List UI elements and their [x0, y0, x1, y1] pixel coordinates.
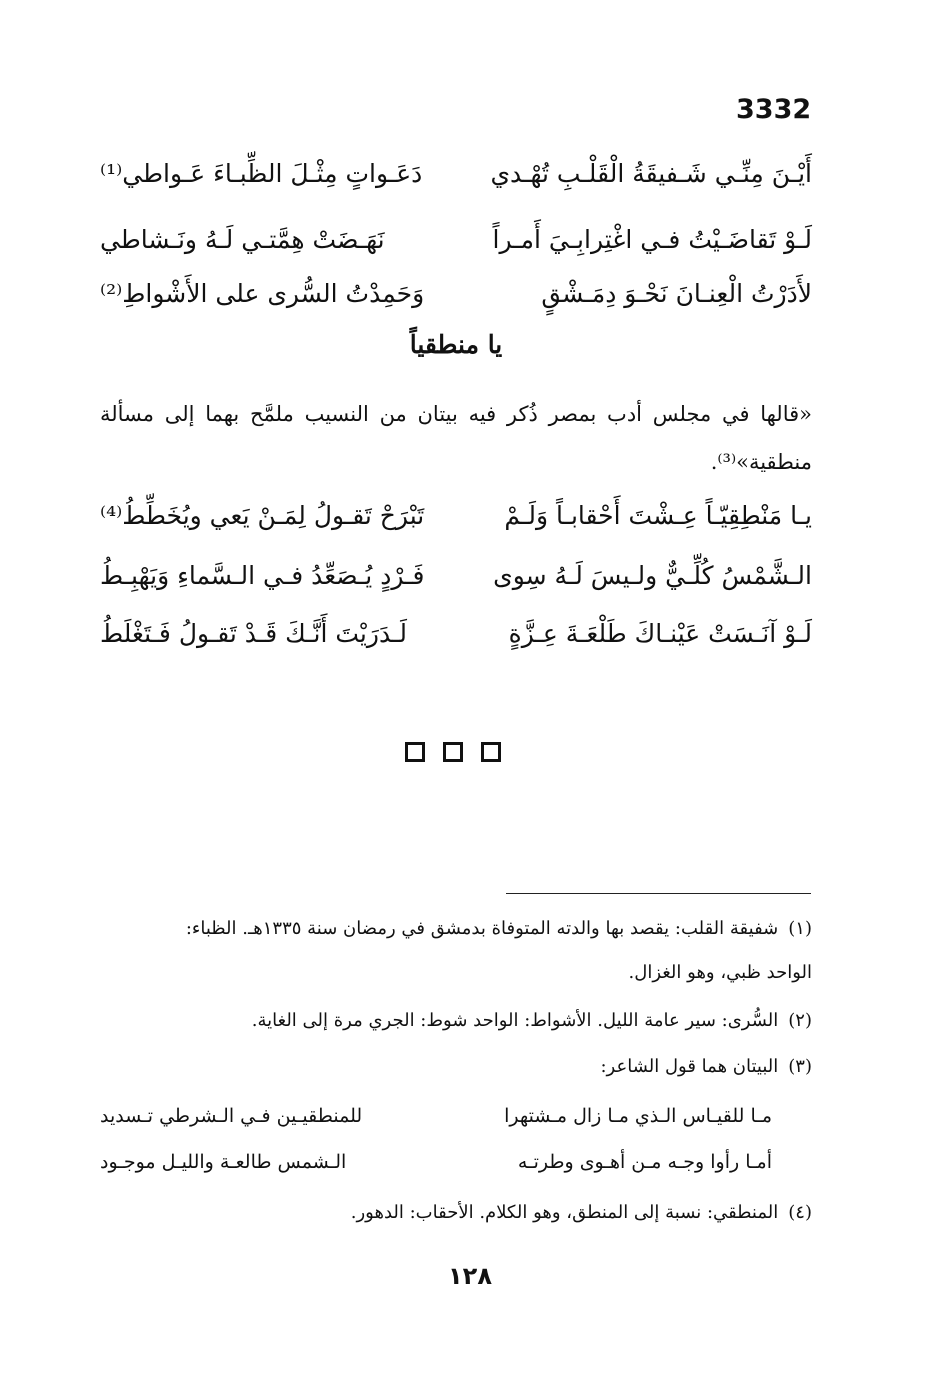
footnote-1: [100, 908, 812, 950]
second-hemistich: لَـدَرَيْتَ أَنَّـكَ قَـدْ تَقـولُ فَـتَغْلَطُ: [100, 619, 408, 648]
second-hemistich: تَبْرَحْ تَقـولُ لِمَـنْ يَعي ويُخَطِّطُ⁽⁴⁾: [100, 501, 425, 530]
section-title: يا منطقياً: [409, 330, 503, 359]
footnote-2: [100, 1000, 812, 1042]
first-hemistich: الـشَّمْسُ كُلِّـيٌّ ولـيسَ لَـهُ سِوى: [493, 561, 812, 590]
verse-line: [100, 146, 812, 202]
footnote-text: السُّرى: سير عامة الليل. الأشواط: الواحد شوط: الجري مرة إلى الغاية.: [251, 1010, 779, 1031]
first-hemistich: يـا مَنْطِقِيّـاً عِـشْتَ أَحْقابـاً وَلَـمْ: [504, 501, 812, 530]
footnote-1-continuation: الواحد ظبي، وهو الغزال.: [628, 962, 812, 983]
footnote-number: (١): [788, 918, 812, 939]
intro-paragraph: «قالها في مجلس أدب بمصر ذُكر فيه بيتان من النسيب ملمَّح بهما إلى مسألة منطقية»⁽³⁾.: [100, 402, 812, 474]
footnote-number: (٣): [788, 1056, 812, 1077]
first-hemistich: لَـوْ تَقاضَـيْتُ فـي اغْتِرابِـيَ أَمـراً: [492, 225, 812, 254]
folio-number: ١٢٨: [448, 1262, 492, 1290]
second-hemistich: فَـرْدٍ يُـصَعِّدُ فـي الـسَّماءِ وَيَهْبِـطُ: [100, 561, 425, 590]
verse-line: [100, 266, 812, 322]
ornament-square: [405, 742, 425, 762]
first-hemistich: لأَدَرْتُ الْعِنـانَ نَحْـوَ دِمَـشْقٍ: [541, 279, 812, 308]
ornament-square: [481, 742, 501, 762]
first-hemistich: أمـا رأوا وجـه مـن أهـوى وطرتـه: [517, 1151, 772, 1173]
cited-verse: [100, 1140, 812, 1184]
section-end-ornament: [405, 742, 501, 762]
footnote-4: [100, 1192, 812, 1234]
first-hemistich: أَيْـنَ مِنِّـي شَـفيقَةُ الْقَلْـبِ تُهْـدي: [490, 159, 812, 188]
ornament-square: [443, 742, 463, 762]
verse-line: [100, 606, 812, 662]
second-hemistich: للمنطقيـين فـي الـشرطي تـسديد: [100, 1105, 363, 1127]
verse-line: [100, 488, 812, 544]
first-hemistich: مـا للقيـاس الـذي مـا زال مـشتهرا: [504, 1105, 772, 1127]
footnote-separator: [506, 893, 811, 894]
footnote-number: (٤): [788, 1202, 812, 1223]
footnote-text: البيتان هما قول الشاعر:: [600, 1056, 779, 1077]
verse-line: [100, 548, 812, 604]
second-hemistich: الـشمس طالعـة والليـل موجـود: [100, 1151, 347, 1173]
second-hemistich: دَعَـواتٍ مِثْـلَ الظِّبـاءَ عَـواطي⁽¹⁾: [100, 159, 423, 188]
second-hemistich: نَهَـضَتْ هِمَّتـي لَـهُ ونَـشاطي: [100, 225, 385, 254]
first-hemistich: لَـوْ آنَـسَتْ عَيْنـاكَ طَلْعَـةَ عِـزَّةٍ: [508, 619, 812, 648]
footnote-3: [100, 1046, 812, 1088]
verse-line: [100, 212, 812, 268]
page-number: 3332: [736, 94, 812, 125]
footnote-text: شفيقة القلب: يقصد بها والدته المتوفاة بدمشق في رمضان سنة ١٣٣٥هـ. الظباء:: [185, 918, 779, 939]
cited-verse: [100, 1094, 812, 1138]
second-hemistich: وَحَمِدْتُ السُّرى على الأَشْواطِ⁽²⁾: [100, 279, 425, 308]
footnote-text: المنطقي: نسبة إلى المنطق، وهو الكلام. الأحقاب: الدهور.: [350, 1202, 779, 1223]
footnote-number: (٢): [788, 1010, 812, 1031]
